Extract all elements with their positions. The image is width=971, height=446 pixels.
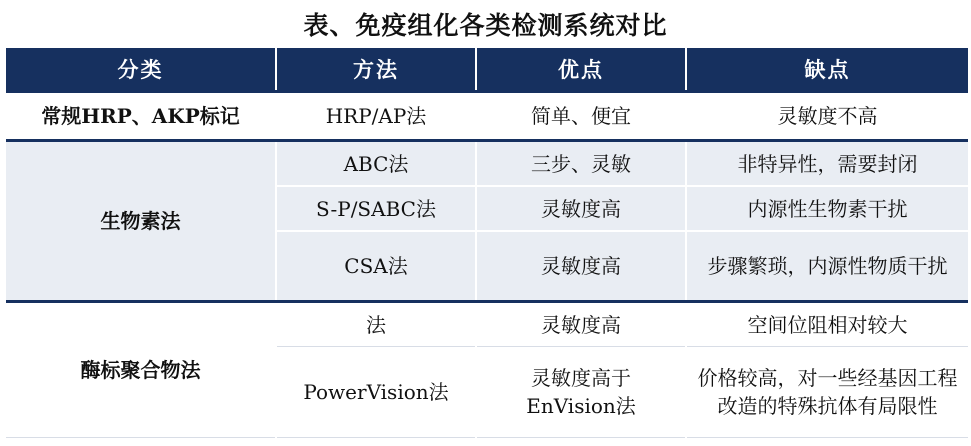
cons-cell: 价格较高，对一些经基因工程改造的特殊抗体有局限性 [686, 347, 968, 438]
pros-cell: 灵敏度高于EnVision法 [476, 347, 686, 438]
cons-cell: 内源性生物素干扰 [686, 186, 968, 231]
header-category: 分类 [6, 48, 276, 92]
pros-cell: 灵敏度高 [476, 231, 686, 302]
category-cell: 酶标聚合物法 [6, 302, 276, 438]
cons-cell: 非特异性，需要封闭 [686, 141, 968, 187]
pros-cell: 简单、便宜 [476, 92, 686, 141]
pros-cell: 灵敏度高 [476, 302, 686, 347]
pros-cell: 灵敏度高 [476, 186, 686, 231]
category-cell: 常规HRP、AKP标记 [6, 92, 276, 141]
table-row [6, 141, 968, 187]
cons-cell: 步骤繁琐，内源性物质干扰 [686, 231, 968, 302]
cons-cell: 空间位阻相对较大 [686, 302, 968, 347]
table-row [6, 92, 968, 141]
method-cell: S-P/SABC法 [276, 186, 476, 231]
pros-cell: 三步、灵敏 [476, 141, 686, 187]
comparison-table [6, 48, 968, 438]
method-cell: HRP/AP法 [276, 92, 476, 141]
header-pros: 优点 [476, 48, 686, 92]
method-cell: 法 [276, 302, 476, 347]
header-cons: 缺点 [686, 48, 968, 92]
category-cell: 生物素法 [6, 141, 276, 302]
header-method: 方法 [276, 48, 476, 92]
table-header-row [6, 48, 968, 92]
method-cell: ABC法 [276, 141, 476, 187]
page-title: 表、免疫组化各类检测系统对比 [303, 11, 668, 40]
method-cell: CSA法 [276, 231, 476, 302]
table-row [6, 302, 968, 347]
cons-cell: 灵敏度不高 [686, 92, 968, 141]
method-cell: PowerVision法 [276, 347, 476, 438]
